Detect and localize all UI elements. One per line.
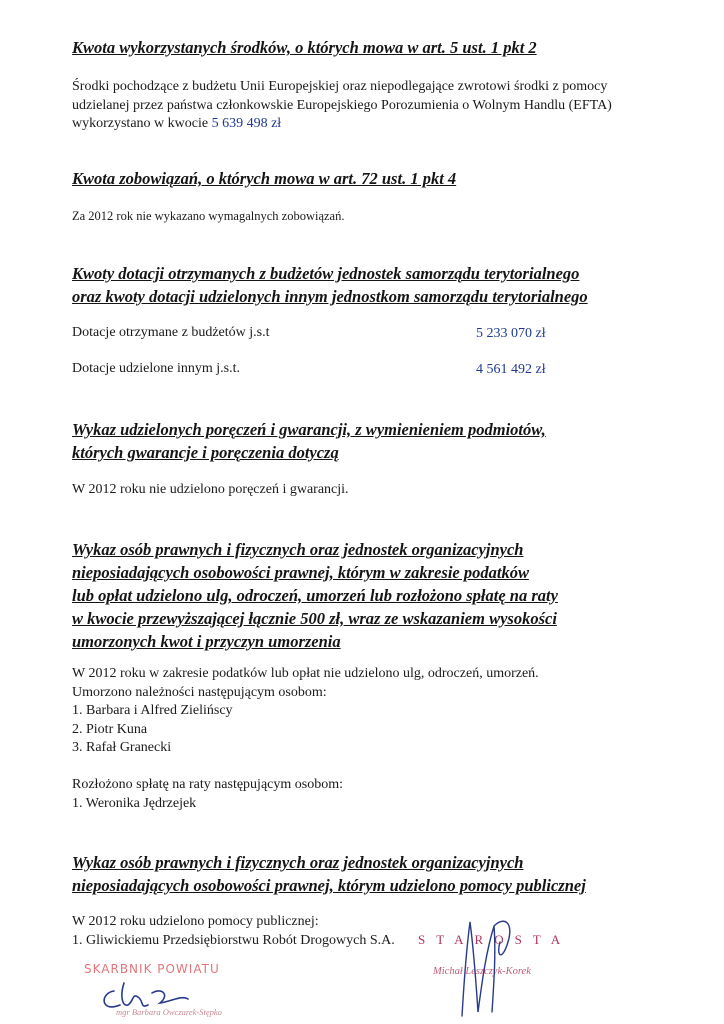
treasurer-signature	[92, 975, 212, 1017]
treasurer-stamp-name: mgr Barbara Owczarek-Stępko	[116, 1007, 222, 1017]
section-1-line-2: udzielanej przez państwa członkowskie Europejskiego Porozumienia o Wolnym Handlu (EFTA)	[72, 97, 612, 113]
section-1-body	[72, 78, 612, 134]
section-1-line-1: Środki pochodzące z budżetu Unii Europejskiej oraz niepodlegające zwrotowi środki z pomocy	[72, 79, 608, 94]
section-5-heading-line-3: lub opłat udzielono ulg, odroczeń, umorzeń lub rozłożono spłatę na raty	[72, 586, 558, 605]
section-5-person-3: 3. Rafał Granecki	[72, 740, 172, 755]
section-2-heading-line: Kwota zobowiązań, o których mowa w art. 72 ust. 1 pkt 4	[72, 169, 457, 188]
section-3-heading-line-2: oraz kwoty dotacji udzielonych innym jednostkom samorządu terytorialnego	[72, 287, 588, 306]
section-5-heading-line-5: umorzonych kwot i przyczyn umorzenia	[72, 632, 341, 651]
section-4-heading-line-2: których gwarancje i poręczenia dotyczą	[72, 443, 339, 462]
section-5-line-2: Umorzono należności następującym osobom:	[72, 684, 327, 700]
section-4-heading	[72, 418, 546, 464]
section-6-heading	[72, 851, 586, 897]
section-4-heading-line-1: Wykaz udzielonych poręczeń i gwarancji, z wymienieniem podmiotów,	[72, 420, 546, 439]
section-5-line-1: W 2012 roku w zakresie podatków lub opłat nie udzielono ulg, odroczeń, umorzeń.	[72, 666, 539, 681]
section-5-installments	[72, 776, 343, 813]
section-5-heading-line-2: nieposiadających osobowości prawnej, którym w zakresie podatków	[72, 563, 529, 582]
section-6-line-2: 1. Gliwickiemu Przedsiębiorstwu Robót Drogowych S.A.	[72, 932, 395, 948]
starosta-stamp-name: Michał Leszczyk-Korek	[433, 966, 531, 977]
section-5-person-2: 2. Piotr Kuna	[72, 721, 148, 737]
treasurer-stamp: SKARBNIK POWIATU	[84, 962, 220, 976]
section-6-heading-line-2: nieposiadających osobowości prawnej, którym udzielono pomocy publicznej	[72, 876, 586, 895]
dotacje-otrzymane-value: 5 233 070 zł	[476, 326, 546, 341]
dotacje-otrzymane-label: Dotacje otrzymane z budżetów j.s.t	[72, 325, 270, 340]
section-1-heading-line: Kwota wykorzystanych środków, o których mowa w art. 5 ust. 1 pkt 2	[72, 38, 537, 57]
section-3-heading	[72, 262, 588, 308]
section-5-installments-person-1: 1. Weronika Jędrzejek	[72, 795, 197, 811]
section-5-installments-line-1: Rozłożono spłatę na raty następującym osobom:	[72, 777, 343, 792]
section-6-heading-line-1: Wykaz osób prawnych i fizycznych oraz jednostek organizacyjnych	[72, 853, 524, 872]
dotacje-udzielone-label: Dotacje udzielone innym j.s.t.	[72, 361, 240, 376]
section-2-heading	[72, 167, 456, 190]
section-5-heading-line-4: w kwocie przewyższającej łącznie 500 zł, wraz ze wskazaniem wysokości	[72, 609, 557, 628]
section-1-amount: 5 639 498 zł	[211, 116, 282, 131]
starosta-signature	[450, 912, 530, 1020]
section-2-body	[72, 207, 344, 226]
section-2-line-1: Za 2012 rok nie wykazano wymagalnych zobowiązań.	[72, 209, 345, 223]
section-1-line-3	[72, 115, 612, 134]
section-4-line-1: W 2012 roku nie udzielono poręczeń i gwarancji.	[72, 482, 349, 497]
section-5-heading	[72, 538, 558, 653]
section-4-body	[72, 481, 349, 500]
section-1-line-3-text: wykorzystano w kwocie	[72, 116, 209, 131]
section-6-body	[72, 913, 395, 950]
section-3-heading-line-1: Kwoty dotacji otrzymanych z budżetów jednostek samorządu terytorialnego	[72, 264, 580, 283]
section-5-body	[72, 665, 539, 758]
starosta-stamp: STAROSTA	[418, 932, 572, 947]
section-5-person-1: 1. Barbara i Alfred Zielińscy	[72, 703, 233, 718]
section-1-heading	[72, 36, 537, 59]
section-5-heading-line-1: Wykaz osób prawnych i fizycznych oraz jednostek organizacyjnych	[72, 540, 524, 559]
section-6-line-1: W 2012 roku udzielono pomocy publicznej:	[72, 914, 319, 929]
dotacje-udzielone-value: 4 561 492 zł	[476, 362, 546, 377]
